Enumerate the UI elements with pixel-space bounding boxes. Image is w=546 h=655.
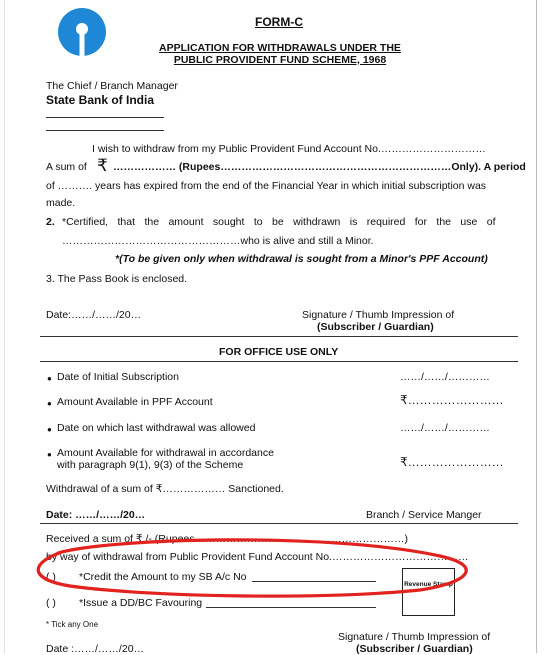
form-title: FORM-C <box>255 15 303 29</box>
bank-name: State Bank of India <box>46 93 155 107</box>
office-item-3-label: Date on which last withdrawal was allowed <box>57 422 256 434</box>
body-line-1: I wish to withdraw from my Public Provident Fund Account No.………………………… <box>92 143 486 155</box>
bullet-icon: ● <box>47 450 52 459</box>
office-item-4-label: Amount Available for withdrawal in accordance <box>57 447 274 459</box>
signature-who-1: (Subscriber / Guardian) <box>317 321 434 333</box>
body-line-2: ……………… (Rupees…………………………………………………………Only). A period <box>113 161 526 173</box>
option-credit-checkbox[interactable]: ( ) <box>46 571 56 583</box>
addressee: The Chief / Branch Manager <box>46 80 178 92</box>
option-dd-label: *Issue a DD/BC Favouring <box>79 597 203 609</box>
signature-label-1: Signature / Thumb Impression of <box>302 309 455 321</box>
item-2-note: *(To be given only when withdrawal is sought from a Minor's PPF Account) <box>115 253 488 265</box>
item-3: 3. The Pass Book is enclosed. <box>46 273 188 285</box>
item-2-line-2: ……………………………………………who is alive and still a Minor. <box>62 235 374 247</box>
date-field-2: Date: ……/……/20… <box>46 509 146 521</box>
body-line-3: of ………. years has expired from the end of the Financial Year in which initial subscription was <box>46 180 487 192</box>
body-line-2-label: A sum of <box>46 161 87 173</box>
form-subtitle-1: APPLICATION FOR WITHDRAWALS UNDER THE <box>159 42 401 54</box>
item-2-text: *Certified, that the amount sought to be withdrawn is required for the use of <box>62 216 496 228</box>
receipt-line-1: Received a sum of ₹ /- (Rupees……………………………………………………) <box>46 533 408 545</box>
office-item-1-label: Date of Initial Subscription <box>57 371 179 383</box>
withdrawal-sanctioned: Withdrawal of a sum of ₹……………… Sanctioned. <box>46 483 284 495</box>
bullet-icon: ● <box>47 399 52 408</box>
revenue-stamp-label: Revenue Stamp <box>404 581 453 588</box>
tick-note: * Tick any One <box>46 620 99 629</box>
office-item-3-value: ……/……/………… <box>400 422 490 434</box>
office-item-2-label: Amount Available in PPF Account <box>57 396 213 408</box>
bullet-icon: ● <box>47 425 52 434</box>
office-item-4-label-2: with paragraph 9(1), 9(3) of the Scheme <box>57 459 244 471</box>
option-dd-checkbox[interactable]: ( ) <box>46 597 56 609</box>
office-heading: FOR OFFICE USE ONLY <box>219 346 339 358</box>
branch-manager-label: Branch / Service Manger <box>366 509 482 521</box>
signature-label-2: Signature / Thumb Impression of <box>338 631 491 643</box>
form-subtitle-2: PUBLIC PROVIDENT FUND SCHEME, 1968 <box>173 54 387 66</box>
office-item-1-value: ……/……/………… <box>400 371 490 383</box>
body-line-4: made. <box>46 197 76 209</box>
rupee-icon: ₹ <box>97 156 108 175</box>
receipt-line-2: by way of withdrawal from Public Provident Fund Account No.………………………………… <box>46 551 469 563</box>
date-field-3: Date :……/……/20… <box>46 643 145 655</box>
bullet-icon: ● <box>47 374 52 383</box>
signature-who-2: (Subscriber / Guardian) <box>356 643 473 655</box>
date-field-1: Date:……/……/20… <box>46 309 142 321</box>
office-item-2-value: ₹…………………… <box>400 393 504 407</box>
option-credit-label: *Credit the Amount to my SB A/c No <box>79 571 247 583</box>
office-item-4-value: ₹…………………… <box>400 455 504 469</box>
item-2-number: 2. <box>46 216 55 228</box>
